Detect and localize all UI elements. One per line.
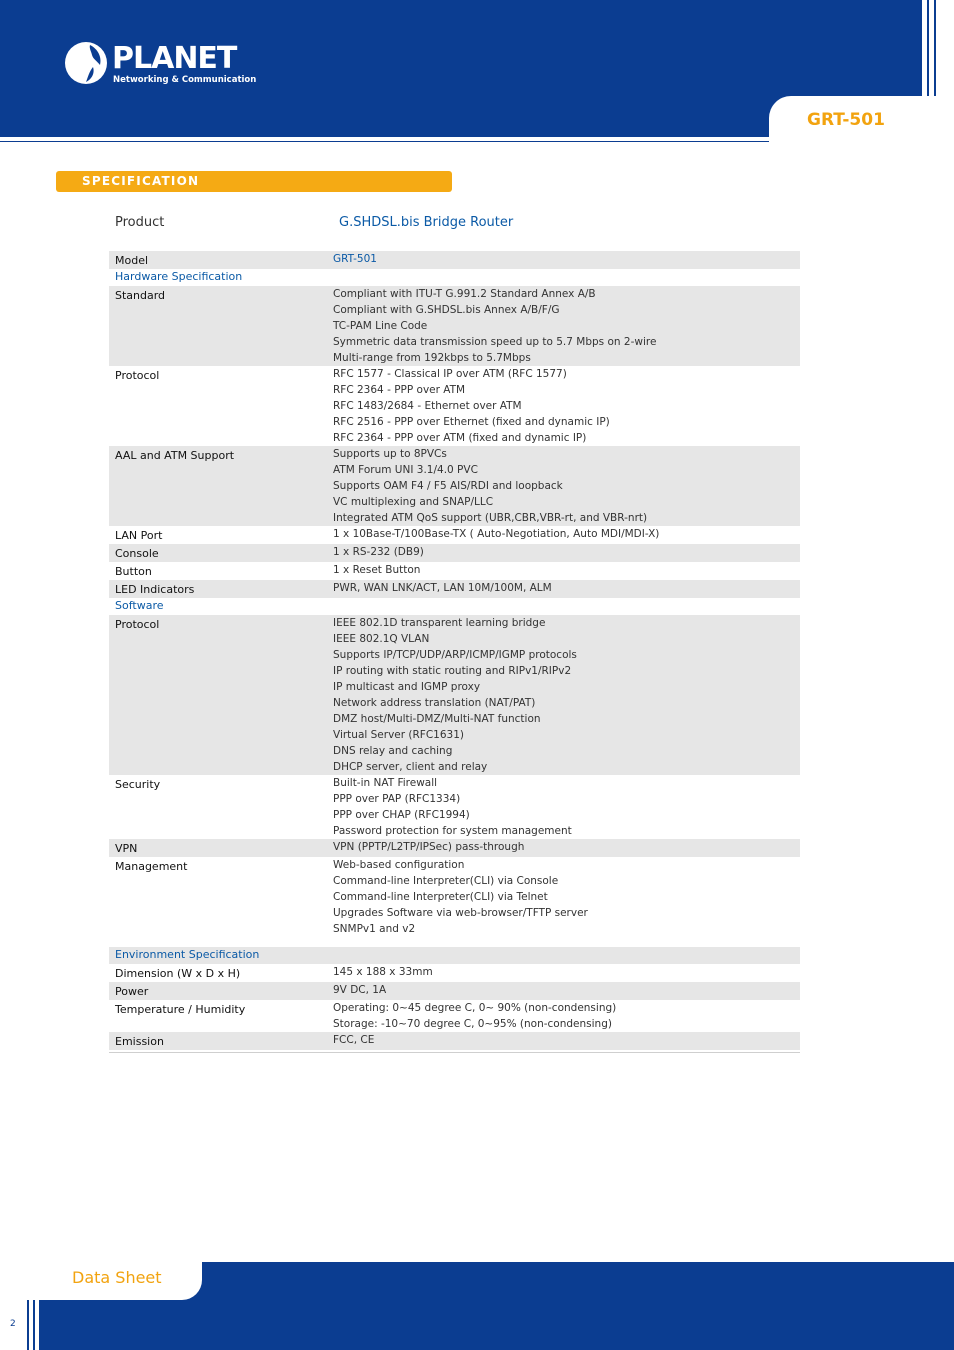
spec-label: Button bbox=[115, 565, 152, 578]
spec-row-vpn bbox=[109, 839, 800, 857]
spec-value bbox=[333, 251, 800, 269]
section-software: Software bbox=[115, 599, 164, 612]
spec-value-line: Command-line Interpreter(CLI) via Telnet bbox=[333, 891, 548, 903]
section-title-bar bbox=[56, 171, 452, 192]
spec-value-line: Web-based configuration bbox=[333, 859, 465, 871]
spec-label: LED Indicators bbox=[115, 583, 195, 596]
spec-label: Standard bbox=[115, 289, 166, 302]
spec-value-line: DMZ host/Multi-DMZ/Multi-NAT function bbox=[333, 713, 541, 725]
spec-value bbox=[333, 366, 800, 446]
spec-value bbox=[333, 526, 800, 544]
spec-value-line: Password protection for system management bbox=[333, 825, 572, 837]
spec-value-line: RFC 2364 - PPP over ATM bbox=[333, 384, 466, 396]
section-hardware: Hardware Specification bbox=[115, 270, 243, 283]
spec-row-dimension bbox=[109, 964, 800, 982]
spec-value bbox=[333, 857, 800, 937]
spec-value-line: Supports IP/TCP/UDP/ARP/ICMP/IGMP protocols bbox=[333, 649, 577, 661]
spec-row-standard bbox=[109, 286, 800, 366]
spec-value bbox=[333, 446, 800, 526]
product-value: G.SHDSL.bis Bridge Router bbox=[339, 215, 514, 230]
planet-globe-icon bbox=[64, 41, 108, 85]
spec-label: Console bbox=[115, 547, 159, 560]
spec-value-line: Virtual Server (RFC1631) bbox=[333, 729, 464, 741]
spec-value-line: FCC, CE bbox=[333, 1034, 375, 1046]
spec-label: Protocol bbox=[115, 369, 160, 382]
spec-value-line: Storage: -10~70 degree C, 0~95% (non-condensing) bbox=[333, 1018, 612, 1030]
page-number: 2 bbox=[10, 1319, 16, 1329]
spec-label: Management bbox=[115, 860, 188, 873]
spec-row-button bbox=[109, 562, 800, 580]
spec-label: Protocol bbox=[115, 618, 160, 631]
spec-row-power bbox=[109, 982, 800, 1000]
spec-value bbox=[333, 775, 800, 839]
spec-value bbox=[333, 544, 800, 562]
header-vline bbox=[934, 0, 936, 96]
header-vline bbox=[927, 0, 929, 96]
spec-row-lan-port bbox=[109, 526, 800, 544]
brand-name: PLANET bbox=[112, 41, 237, 76]
spec-value-line: 1 x 10Base-T/100Base-TX ( Auto-Negotiation, Auto MDI/MDI-X) bbox=[333, 528, 660, 540]
footer-tab bbox=[39, 1262, 202, 1300]
footer-tab-label: Data Sheet bbox=[72, 1268, 162, 1287]
section-environment: Environment Specification bbox=[109, 947, 800, 964]
spec-value bbox=[333, 964, 800, 982]
spec-row-aal-atm bbox=[109, 446, 800, 526]
spec-value-line: 9V DC, 1A bbox=[333, 984, 387, 996]
spec-value-line: IP multicast and IGMP proxy bbox=[333, 681, 481, 693]
spec-value-line: Upgrades Software via web-browser/TFTP server bbox=[333, 907, 588, 919]
table-bottom-rule bbox=[109, 1050, 800, 1053]
spec-value-line: IEEE 802.1Q VLAN bbox=[333, 633, 430, 645]
spec-value-line: Command-line Interpreter(CLI) via Console bbox=[333, 875, 559, 887]
spec-row-temperature bbox=[109, 1000, 800, 1032]
spec-value-line: TC-PAM Line Code bbox=[333, 320, 428, 332]
footer-vline bbox=[33, 1300, 35, 1350]
spec-value-line: Multi-range from 192kbps to 5.7Mbps bbox=[333, 352, 531, 364]
spec-label: Model bbox=[115, 254, 149, 267]
spec-value-line: RFC 2364 - PPP over ATM (fixed and dynamic IP) bbox=[333, 432, 587, 444]
spec-label: Power bbox=[115, 985, 149, 998]
spec-value bbox=[333, 839, 800, 857]
spec-row-model bbox=[109, 251, 800, 269]
spec-value bbox=[333, 580, 800, 598]
spec-label: Dimension (W x D x H) bbox=[115, 967, 241, 980]
spec-value bbox=[333, 562, 800, 580]
spec-value-line: Operating: 0~45 degree C, 0~ 90% (non-condensing) bbox=[333, 1002, 617, 1014]
spec-value-line: PPP over PAP (RFC1334) bbox=[333, 793, 461, 805]
spec-row-security bbox=[109, 775, 800, 839]
spec-value-line: VC multiplexing and SNAP/LLC bbox=[333, 496, 494, 508]
spec-value-line: PWR, WAN LNK/ACT, LAN 10M/100M, ALM bbox=[333, 582, 552, 594]
spec-value-line: IEEE 802.1D transparent learning bridge bbox=[333, 617, 546, 629]
spec-value-line: Symmetric data transmission speed up to 5.7 Mbps on 2-wire bbox=[333, 336, 657, 348]
spec-row-console bbox=[109, 544, 800, 562]
spec-value-line: RFC 1577 - Classical IP over ATM (RFC 1577) bbox=[333, 368, 567, 380]
spec-table bbox=[109, 251, 800, 1053]
spec-value-line: Supports up to 8PVCs bbox=[333, 448, 447, 460]
spec-row-protocol-software bbox=[109, 615, 800, 775]
spec-label: VPN bbox=[115, 842, 138, 855]
section-title: SPECIFICATION bbox=[82, 174, 200, 188]
spec-value-line: GRT-501 bbox=[333, 253, 377, 265]
spec-value-line: 1 x RS-232 (DB9) bbox=[333, 546, 424, 558]
spec-value-line: PPP over CHAP (RFC1994) bbox=[333, 809, 470, 821]
spec-value-line: Compliant with ITU-T G.991.2 Standard Annex A/B bbox=[333, 288, 596, 300]
spec-row-protocol bbox=[109, 366, 800, 446]
spec-value bbox=[333, 286, 800, 366]
spec-label: Security bbox=[115, 778, 161, 791]
spec-row-led bbox=[109, 580, 800, 598]
spec-value-line: RFC 1483/2684 - Ethernet over ATM bbox=[333, 400, 522, 412]
header-divider bbox=[0, 141, 770, 142]
model-tab bbox=[769, 96, 954, 142]
planet-logo bbox=[64, 41, 257, 89]
spec-row-emission bbox=[109, 1032, 800, 1050]
spec-value-line: RFC 2516 - PPP over Ethernet (fixed and dynamic IP) bbox=[333, 416, 610, 428]
brand-tagline: Networking & Communication bbox=[113, 75, 257, 85]
spec-row-management bbox=[109, 857, 800, 947]
spec-value-line: Integrated ATM QoS support (UBR,CBR,VBR-rt, and VBR-nrt) bbox=[333, 512, 648, 524]
spec-label: AAL and ATM Support bbox=[115, 449, 235, 462]
spec-value-line: Network address translation (NAT/PAT) bbox=[333, 697, 536, 709]
spec-value bbox=[333, 982, 800, 1000]
spec-value-line: Supports OAM F4 / F5 AIS/RDI and loopback bbox=[333, 480, 563, 492]
footer-vline bbox=[27, 1300, 29, 1350]
spec-value-line: IP routing with static routing and RIPv1/RIPv2 bbox=[333, 665, 572, 677]
spec-value-line: 145 x 188 x 33mm bbox=[333, 966, 433, 978]
spec-value bbox=[333, 1000, 800, 1032]
spec-value-line: Compliant with G.SHDSL.bis Annex A/B/F/G bbox=[333, 304, 560, 316]
spec-value-line: Built-in NAT Firewall bbox=[333, 777, 438, 789]
spec-label: Temperature / Humidity bbox=[115, 1003, 246, 1016]
product-label: Product bbox=[115, 215, 165, 230]
spec-value-line: DNS relay and caching bbox=[333, 745, 453, 757]
model-tab-label: GRT-501 bbox=[807, 110, 885, 130]
spec-value-line: VPN (PPTP/L2TP/IPSec) pass-through bbox=[333, 841, 525, 853]
spec-value bbox=[333, 615, 800, 775]
spec-value-line: DHCP server, client and relay bbox=[333, 761, 488, 773]
spec-label: LAN Port bbox=[115, 529, 163, 542]
spec-label: Emission bbox=[115, 1035, 164, 1048]
spec-value bbox=[333, 1032, 800, 1050]
spec-value-line: ATM Forum UNI 3.1/4.0 PVC bbox=[333, 464, 478, 476]
spec-value-line: 1 x Reset Button bbox=[333, 564, 421, 576]
spec-value-line: SNMPv1 and v2 bbox=[333, 923, 416, 935]
